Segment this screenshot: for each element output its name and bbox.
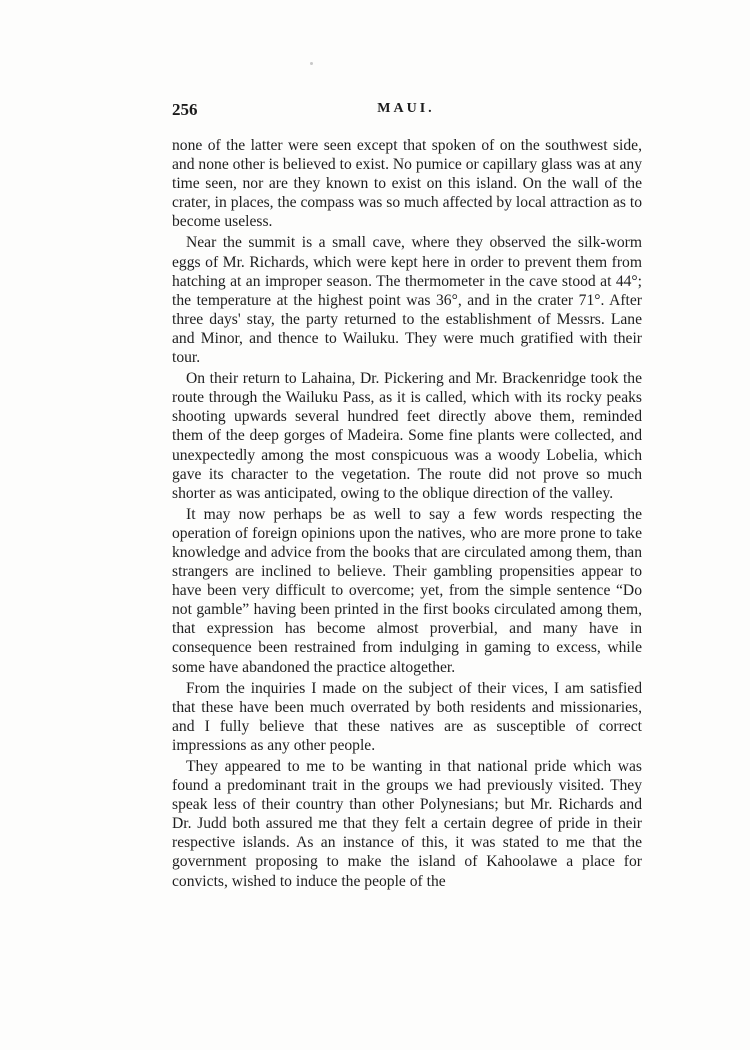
paragraph: From the inquiries I made on the subject of their vices, I am satisfied that these have been much overrated by both residents and missionaries, and I fully believe that these natives are as susceptible of correct impressions as any other people. [172,679,642,754]
paragraph: It may now perhaps be as well to say a few words respecting the operation of foreign opinions upon the natives, who are more prone to take knowledge and advice from the books that are circulated among them, than strangers are inclined to believe. Their gambling propensities appear to have been very difficult to overcome; yet, from the simple sentence “Do not gamble” having been printed in the first books circulated among them, that expression has become almost proverbial, and many have in consequence been restrained from indulging in gaming to excess, while some have abandoned the practice altogether. [172,505,642,676]
body-text [172,136,642,893]
running-header [172,100,640,122]
paragraph: none of the latter were seen except that spoken of on the southwest side, and none other is believed to exist. No pumice or capillary glass was at any time seen, nor are they known to exist on this island. On the wall of the crater, in places, the compass was so much affected by local attraction as to become useless. [172,137,642,231]
paragraph: Near the summit is a small cave, where they observed the silk-worm eggs of Mr. Richards, which were kept here in order to prevent them from hatching at an improper season. The thermometer in the cave stood at 44°; the temperature at the highest point was 36°, and in the crater 71°. After three days' stay, the party returned to the establishment of Messrs. Lane and Minor, and thence to Wailuku. They were much gratified with their tour. [172,234,642,367]
page-number: 256 [172,100,198,119]
paragraph: On their return to Lahaina, Dr. Pickering and Mr. Brackenridge took the route through the Wailuku Pass, as it is called, which with its rocky peaks shooting upwards several hundred feet directly above them, reminded them of the deep gorges of Madeira. Some fine plants were collected, and unexpectedly among the most conspicuous was a woody Lobelia, which gave its character to the vegetation. The route did not prove so much shorter as was anticipated, owing to the oblique direction of the valley. [172,370,642,502]
paragraph: They appeared to me to be wanting in that national pride which was found a predominant trait in the groups we had previously visited. They speak less of their country than other Polynesians; but Mr. Richards and Dr. Judd both assured me that they felt a certain degree of pride in their respective islands. As an instance of this, it was stated to me that the government proposing to make the island of Kahoolawe a place for convicts, wished to induce the people of the [172,758,642,890]
ink-speck [310,62,313,65]
running-title: MAUI. [377,101,435,116]
